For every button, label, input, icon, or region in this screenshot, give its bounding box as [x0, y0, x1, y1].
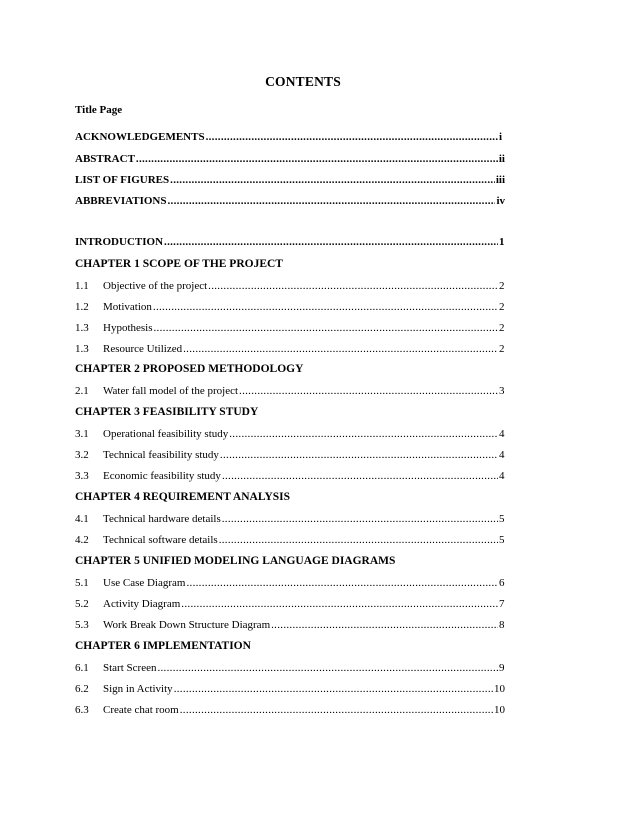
toc-entry-label: LIST OF FIGURES	[75, 174, 170, 186]
dot-leader	[154, 322, 499, 334]
dot-leader	[271, 619, 498, 631]
section-number: 6.2	[75, 683, 89, 695]
section-number: 5.2	[75, 598, 89, 610]
toc-entry-label: INTRODUCTION	[75, 236, 164, 248]
section-label: Technical feasibility study	[103, 449, 219, 461]
toc-section[interactable]	[75, 385, 505, 401]
toc-entry-label: ABSTRACT	[75, 153, 135, 165]
toc-section[interactable]	[75, 662, 505, 678]
section-number: 1.3	[75, 322, 89, 334]
toc-section[interactable]	[75, 534, 505, 550]
section-label: Technical hardware details	[103, 513, 221, 525]
section-label: Technical software details	[103, 534, 218, 546]
toc-entry-label: ABBREVIATIONS	[75, 195, 167, 207]
section-label: Operational feasibility study	[103, 428, 229, 440]
section-number: 4.1	[75, 513, 89, 525]
dot-leader	[168, 195, 496, 207]
dot-leader	[180, 704, 493, 716]
toc-section[interactable]	[75, 301, 505, 317]
section-page: 3	[499, 385, 505, 397]
section-number: 1.1	[75, 280, 89, 292]
section-page: 4	[499, 470, 505, 482]
dot-leader	[206, 131, 498, 143]
dot-leader	[170, 174, 495, 186]
section-label: Objective of the project	[103, 280, 208, 292]
dot-leader	[186, 577, 498, 589]
section-number: 3.1	[75, 428, 89, 440]
section-label: Create chat room	[103, 704, 179, 716]
section-page: 10	[494, 683, 505, 695]
section-label: Work Break Down Structure Diagram	[103, 619, 271, 631]
section-page: 10	[494, 704, 505, 716]
toc-entry-label: ACKNOWLEDGEMENTS	[75, 131, 205, 143]
toc-section[interactable]	[75, 683, 505, 699]
section-number: 6.1	[75, 662, 89, 674]
section-number: 5.3	[75, 619, 89, 631]
section-number: 1.2	[75, 301, 89, 313]
section-number: 1.3	[75, 343, 89, 355]
chapter-title[interactable]: CHAPTER 1 SCOPE OF THE PROJECT	[75, 258, 283, 270]
toc-entry-page: i	[499, 131, 503, 143]
toc-section[interactable]	[75, 577, 505, 593]
section-number: 3.2	[75, 449, 89, 461]
dot-leader	[183, 343, 498, 355]
section-label: Use Case Diagram	[103, 577, 186, 589]
chapter-title[interactable]: CHAPTER 5 UNIFIED MODELING LANGUAGE DIAGRAMS	[75, 555, 396, 567]
dot-leader	[174, 683, 493, 695]
toc-entry-introduction[interactable]	[75, 236, 505, 252]
chapter-title[interactable]: CHAPTER 2 PROPOSED METHODOLOGY	[75, 363, 304, 375]
section-page: 5	[499, 534, 505, 546]
section-number: 2.1	[75, 385, 89, 397]
toc-section[interactable]	[75, 470, 505, 486]
section-label: Motivation	[103, 301, 152, 313]
dot-leader	[222, 513, 498, 525]
toc-section[interactable]	[75, 598, 505, 614]
toc-entry-acknowledgements[interactable]	[75, 131, 505, 147]
toc-entry-page: iii	[495, 174, 505, 186]
dot-leader	[239, 385, 498, 397]
toc-section[interactable]	[75, 619, 505, 635]
section-label: Sign in Activity	[103, 683, 173, 695]
toc-section[interactable]	[75, 428, 505, 444]
section-number: 6.3	[75, 704, 89, 716]
toc-entry-list-of-figures[interactable]	[75, 174, 505, 190]
toc-entry-abstract[interactable]	[75, 153, 505, 169]
section-label: Hypothesis	[103, 322, 153, 334]
section-label: Economic feasibility study	[103, 470, 221, 482]
chapter-title[interactable]: CHAPTER 6 IMPLEMENTATION	[75, 640, 251, 652]
toc-section[interactable]	[75, 280, 505, 296]
section-label: Start Screen	[103, 662, 157, 674]
section-page: 2	[499, 280, 505, 292]
title-page-label: Title Page	[75, 104, 123, 116]
section-number: 4.2	[75, 534, 89, 546]
toc-section[interactable]	[75, 449, 505, 465]
chapter-title[interactable]: CHAPTER 4 REQUIREMENT ANALYSIS	[75, 491, 291, 503]
toc-entry-page: iv	[496, 195, 505, 207]
section-page: 7	[499, 598, 505, 610]
toc-section[interactable]	[75, 322, 505, 338]
section-page: 4	[499, 428, 505, 440]
section-page: 2	[499, 301, 505, 313]
toc-section[interactable]	[75, 704, 505, 720]
dot-leader	[136, 153, 498, 165]
toc-section[interactable]	[75, 513, 505, 529]
dot-leader	[219, 534, 498, 546]
dot-leader	[164, 236, 498, 248]
section-page: 6	[499, 577, 505, 589]
dot-leader	[153, 301, 498, 313]
section-label: Activity Diagram	[103, 598, 181, 610]
section-number: 3.3	[75, 470, 89, 482]
dot-leader	[181, 598, 498, 610]
dot-leader	[208, 280, 498, 292]
section-label: Resource Utilized	[103, 343, 183, 355]
dot-leader	[229, 428, 498, 440]
dot-leader	[157, 662, 498, 674]
dot-leader	[220, 449, 498, 461]
section-page: 2	[499, 343, 505, 355]
toc-entry-page: 1	[499, 236, 505, 248]
toc-entry-page: ii	[498, 153, 505, 165]
section-page: 9	[499, 662, 505, 674]
dot-leader	[222, 470, 498, 482]
section-page: 4	[499, 449, 505, 461]
toc-entry-abbreviations[interactable]	[75, 195, 505, 211]
section-page: 8	[499, 619, 505, 631]
section-number: 5.1	[75, 577, 89, 589]
contents-heading: CONTENTS	[265, 74, 341, 89]
section-label: Water fall model of the project	[103, 385, 239, 397]
toc-section[interactable]	[75, 343, 505, 359]
section-page: 5	[499, 513, 505, 525]
section-page: 2	[499, 322, 505, 334]
chapter-title[interactable]: CHAPTER 3 FEASIBILITY STUDY	[75, 406, 259, 418]
